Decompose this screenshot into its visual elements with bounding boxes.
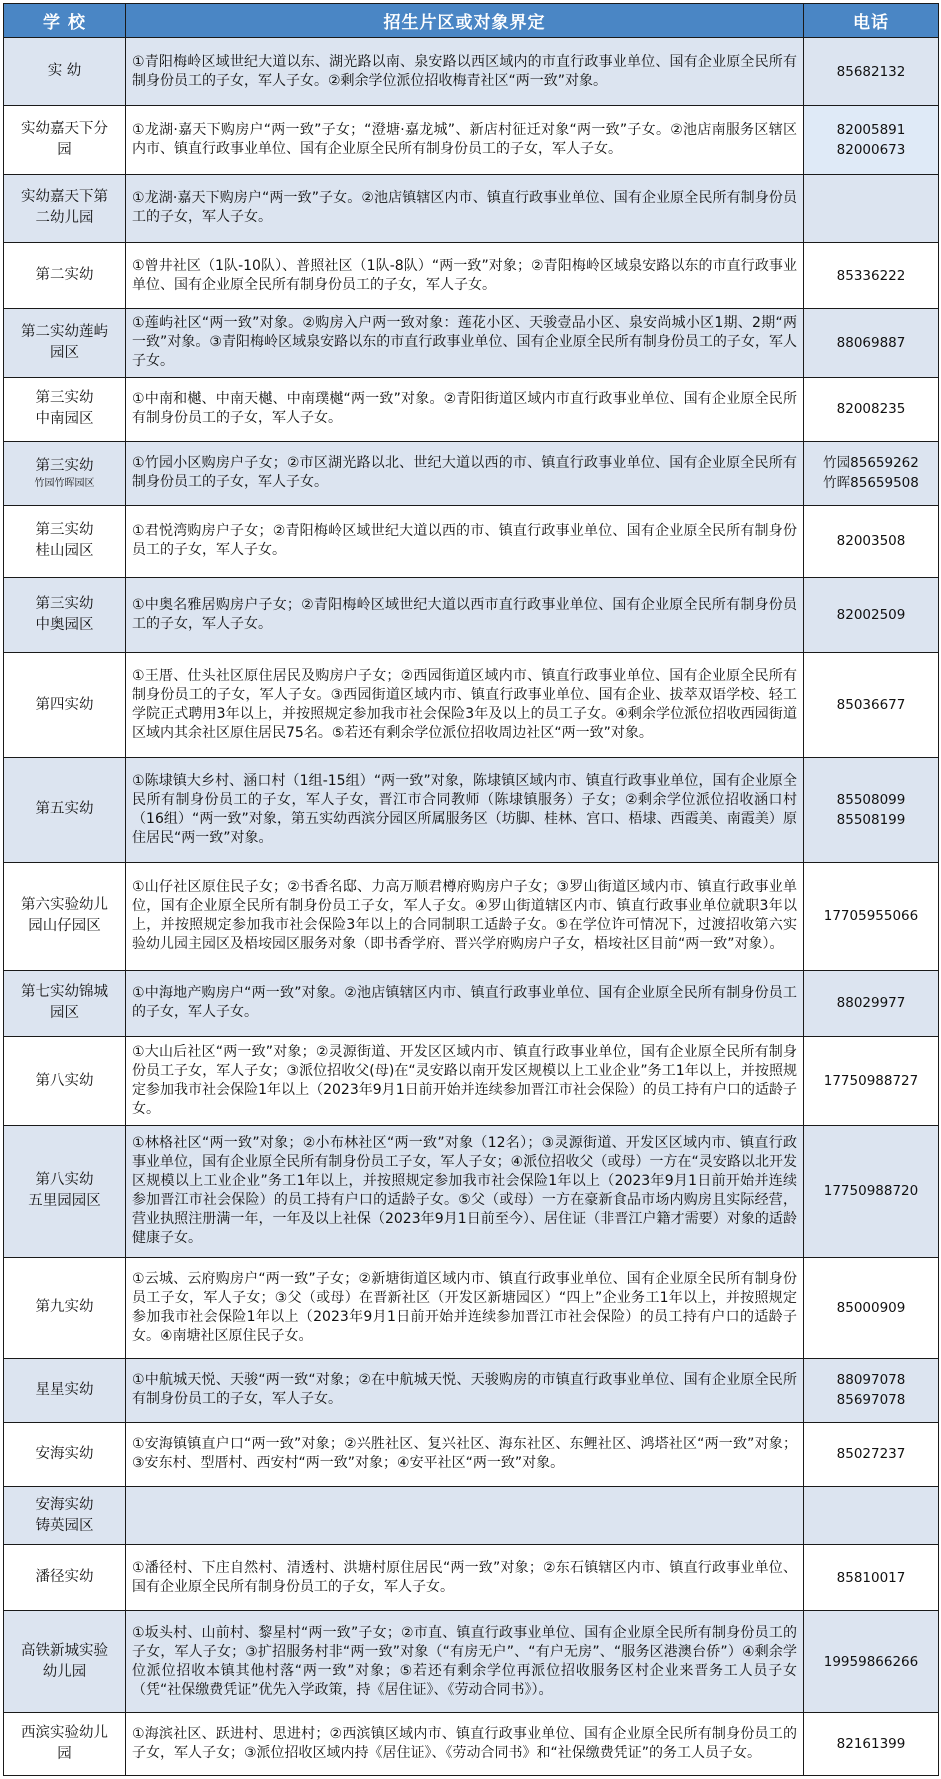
table-row — [4, 1611, 939, 1712]
phone-number: 88029977 — [836, 995, 906, 1012]
zone-cell: ①龙湖·嘉天下购房户“两一致”子女。②池店镇辖区内市、镇直行政事业单位、国有企业原全民所有制身份员工的子女，军人子女。 — [126, 174, 804, 242]
phone-cell — [804, 578, 939, 653]
school-name-line: 安海实幼 — [35, 1496, 94, 1513]
zone-cell: ①潘径村、下庄自然村、清透村、洪塘村原住居民“两一致”对象；②东石镇辖区内市、镇直行政事业单位、国有企业原全民所有制身份员工的子女，军人子女。 — [126, 1545, 804, 1611]
school-name-line: 园山仔园区 — [28, 918, 101, 935]
table-row — [4, 505, 939, 578]
school-cell — [4, 505, 126, 578]
school-name-line: 星星实幼 — [35, 1381, 94, 1398]
school-name-line: 第七实幼锦城 — [21, 984, 108, 1001]
phone-cell — [804, 1126, 939, 1257]
school-name-line: 二幼儿园 — [35, 210, 94, 227]
school-name-line: 幼儿园 — [42, 1663, 87, 1680]
phone-cell — [804, 243, 939, 309]
phone-number: 88097078 — [836, 1372, 906, 1389]
table-row — [4, 653, 939, 758]
school-name-line: 园区 — [50, 1005, 79, 1022]
phone-cell — [804, 505, 939, 578]
zone-cell: ①林格社区“两一致”对象；②小布林社区“两一致”对象（12名）；③灵源街道、开发区区域内市、镇直行政事业单位，国有企业原全民所有制身份员工子女，军人子女；④派位招收父（或母）一方在“灵安路以北开发区规模以上工业企业”务工1年以上，并按照规定参加我市社会保险1年以上（2023年9月1日前开始并连续参加晋江市社会保险）的员工持有户口的适龄子女。⑤父（或母）一方在豪新食品市场内购房且实际经营，营业执照注册满一年，一年及以上社保（2023年9月1日前至今）、居住证（非晋江户籍才需要）对象的适龄健康子女。 — [126, 1126, 804, 1257]
school-cell — [4, 970, 126, 1036]
table-row — [4, 578, 939, 653]
school-name-line: 第九实幼 — [35, 1299, 94, 1316]
phone-number: 竹园85659262 — [823, 455, 919, 472]
school-cell — [4, 377, 126, 441]
phone-number: 竹晖85659508 — [823, 475, 919, 492]
school-name-line: 中南园区 — [35, 411, 94, 428]
school-name-line: 第二实幼 — [35, 267, 94, 284]
phone-cell — [804, 1712, 939, 1775]
school-cell — [4, 309, 126, 377]
school-name-line: 园 — [57, 142, 72, 159]
table-row — [4, 1257, 939, 1358]
school-cell — [4, 758, 126, 863]
zone-cell: ①龙湖·嘉天下购房户“两一致”子女；“澄塘·嘉龙城”、新店村征迁对象“两一致”子女。②池店南服务区辖区内市、镇直行政事业单位、国有企业原全民所有制身份员工的子女，军人子女。 — [126, 106, 804, 174]
phone-number: 82005891 — [836, 122, 906, 139]
table-row — [4, 243, 939, 309]
school-name-line: 高铁新城实验 — [21, 1642, 108, 1659]
phone-cell — [804, 441, 939, 505]
school-name-line: 西滨实验幼儿 — [21, 1724, 108, 1741]
header-phone: 电话 — [804, 4, 939, 38]
zone-cell: ①莲屿社区“两一致”对象。②购房入户两一致对象：莲花小区、天骏壹品小区、泉安尚城小区1期、2期“两一致”对象。③青阳梅岭区域泉安路以东的市直行政事业单位、国有企业原全民所有制身份员工的子女，军人子女。 — [126, 309, 804, 377]
school-cell — [4, 1126, 126, 1257]
table-row — [4, 1545, 939, 1611]
school-cell — [4, 38, 126, 106]
phone-number: 17750988720 — [823, 1183, 919, 1200]
school-name-line: 实幼嘉天下分 — [21, 121, 108, 138]
phone-cell — [804, 1611, 939, 1712]
table-row — [4, 1422, 939, 1486]
phone-number: 19959866266 — [823, 1653, 919, 1670]
phone-cell — [804, 1422, 939, 1486]
zone-cell: ①君悦湾购房户子女；②青阳梅岭区域世纪大道以西的市、镇直行政事业单位、国有企业原全民所有制身份员工的子女，军人子女。 — [126, 505, 804, 578]
school-name-line: 第三实幼 — [35, 457, 94, 474]
phone-cell — [804, 970, 939, 1036]
phone-cell — [804, 653, 939, 758]
school-cell — [4, 106, 126, 174]
school-name-line: 中奥园区 — [35, 617, 94, 634]
header-zone: 招生片区或对象界定 — [126, 4, 804, 38]
school-cell — [4, 243, 126, 309]
school-name-line: 第三实幼 — [35, 390, 94, 407]
table-row — [4, 1126, 939, 1257]
phone-number: 85508099 — [836, 791, 906, 808]
school-cell — [4, 1422, 126, 1486]
school-name-line: 实幼嘉天下第 — [21, 189, 108, 206]
school-cell — [4, 653, 126, 758]
phone-number: 82000673 — [836, 142, 906, 159]
phone-number: 17750988727 — [823, 1073, 919, 1090]
phone-number: 82161399 — [836, 1735, 906, 1752]
school-name-line: 第六实验幼儿 — [21, 897, 108, 914]
school-name-line: 第四实幼 — [35, 696, 94, 713]
zone-cell: ①中南和樾、中南天樾、中南璞樾“两一致”对象。②青阳街道区域内市直行政事业单位、国有企业原全民所有制身份员工的子女，军人子女。 — [126, 377, 804, 441]
school-name-line: 第三实幼 — [35, 522, 94, 539]
school-cell — [4, 441, 126, 505]
school-name-line: 铸英园区 — [35, 1517, 94, 1534]
school-name-line: 第三实幼 — [35, 596, 94, 613]
phone-number: 85508199 — [836, 811, 906, 828]
phone-cell — [804, 377, 939, 441]
school-cell — [4, 1712, 126, 1775]
phone-cell — [804, 1486, 939, 1544]
school-name-line: 五里园园区 — [28, 1193, 101, 1210]
zone-cell: ①云城、云府购房户“两一致”子女；②新塘街道区域内市、镇直行政事业单位、国有企业原全民所有制身份员工子女，军人子女；③父（或母）在晋新社区（开发区新塘园区）“四上”企业务工1年以上，并按照规定参加我市社会保险1年以上（2023年9月1日前开始并连续参加晋江市社会保险）的员工持有户口的适龄子女。④南塘社区原住民子女。 — [126, 1257, 804, 1358]
school-name-line: 桂山园区 — [35, 543, 94, 560]
zone-cell: ①中奥名雅居购房户子女；②青阳梅岭区域世纪大道以西市直行政事业单位、国有企业原全民所有制身份员工的子女，军人子女。 — [126, 578, 804, 653]
table-row — [4, 1036, 939, 1125]
school-name-line: 第八实幼 — [35, 1072, 94, 1089]
phone-number: 17705955066 — [823, 908, 919, 925]
table-row — [4, 758, 939, 863]
zone-cell: ①海滨社区、跃进村、思进村；②西滨镇区域内市、镇直行政事业单位、国有企业原全民所有制身份员工的子女，军人子女；③派位招收区域内持《居住证》、《劳动合同书》和“社保缴费凭证”的务工人员子女。 — [126, 1712, 804, 1775]
zone-cell: ①曾井社区（1队-10队）、普照社区（1队-8队）“两一致”对象；②青阳梅岭区域泉安路以东的市直行政事业单位、国有企业原全民所有制身份员工的子女，军人子女。 — [126, 243, 804, 309]
phone-number: 85036677 — [836, 697, 906, 714]
phone-cell — [804, 1036, 939, 1125]
school-name-line: 第八实幼 — [35, 1172, 94, 1189]
phone-cell — [804, 174, 939, 242]
enrollment-table — [3, 3, 939, 1776]
zone-cell: ①竹园小区购房户子女；②市区湖光路以北、世纪大道以西的市、镇直行政事业单位、国有企业原全民所有制身份员工的子女，军人子女。 — [126, 441, 804, 505]
table-row — [4, 174, 939, 242]
phone-number: 85810017 — [836, 1569, 906, 1586]
phone-number: 82002509 — [836, 607, 906, 624]
table-row — [4, 441, 939, 505]
phone-number: 85697078 — [836, 1392, 906, 1409]
phone-cell — [804, 1545, 939, 1611]
table-row — [4, 377, 939, 441]
zone-cell: ①青阳梅岭区域世纪大道以东、湖光路以南、泉安路以西区域内的市直行政事业单位、国有企业原全民所有制身份员工的子女，军人子女。②剩余学位派位招收梅青社区“两一致”对象。 — [126, 38, 804, 106]
table-row — [4, 309, 939, 377]
phone-cell — [804, 1257, 939, 1358]
school-name-line: 安海实幼 — [35, 1445, 94, 1462]
phone-number: 82003508 — [836, 533, 906, 550]
zone-cell: ①坂头村、山前村、黎星村“两一致”子女；②市直、镇直行政事业单位、国有企业原全民所有制身份员工的子女，军人子女；③扩招服务村非“两一致”对象（“有房无户”、“有户无房”、“服务区港澳台侨”）④剩余学位派位招收本镇其他村落“两一致”对象；⑤若还有剩余学位再派位招收服务区村企业来晋务工人员子女（凭“社保缴费凭证”优先入学政策，持《居住证》、《劳动合同书》）。 — [126, 1611, 804, 1712]
phone-number: 85027237 — [836, 1446, 906, 1463]
zone-cell — [126, 1486, 804, 1544]
table-row — [4, 1712, 939, 1775]
phone-cell — [804, 38, 939, 106]
table-row — [4, 1358, 939, 1422]
phone-number: 88069887 — [836, 334, 906, 351]
school-cell — [4, 862, 126, 970]
table-row — [4, 862, 939, 970]
school-cell — [4, 1036, 126, 1125]
zone-cell: ①中航城天悦、天骏“两一致“对象；②在中航城天悦、天骏购房的市镇直行政事业单位、国有企业原全民所有制身份员工的子女，军人子女。 — [126, 1358, 804, 1422]
school-name-line: 第二实幼莲屿 — [21, 323, 108, 340]
school-cell — [4, 1486, 126, 1544]
school-cell — [4, 1358, 126, 1422]
zone-cell: ①陈埭镇大乡村、涵口村（1组-15组）“两一致”对象，陈埭镇区域内市、镇直行政事业单位，国有企业原全民所有制身份员工的子女，军人子女，晋江市合同教师（陈埭镇服务）子女；②剩余学位派位招收涵口村（16组）“两一致”对象，第五实幼西滨分园区所属服务区（坊脚、桂林、宫口、梧埭、西霞美、南霞美）原住居民“两一致”对象。 — [126, 758, 804, 863]
school-cell — [4, 1611, 126, 1712]
zone-cell: ①安海镇镇直户口“两一致”对象；②兴胜社区、复兴社区、海东社区、东鲤社区、鸿塔社区“两一致”对象；③安东村、型厝村、西安村“两一致”对象；④安平社区“两一致”对象。 — [126, 1422, 804, 1486]
phone-cell — [804, 758, 939, 863]
table-row — [4, 970, 939, 1036]
phone-number: 82008235 — [836, 401, 906, 418]
phone-cell — [804, 309, 939, 377]
phone-number: 85682132 — [836, 63, 906, 80]
school-cell — [4, 174, 126, 242]
school-name-line: 实 幼 — [47, 63, 82, 80]
zone-cell: ①大山后社区“两一致”对象；②灵源街道、开发区区域内市、镇直行政事业单位，国有企业原全民所有制身份员工子女，军人子女；③派位招收父(母)在“灵安路以南开发区规模以上工业企业”务工1年以上，并按照规定参加我市社会保险1年以上（2023年9月1日前开始并连续参加晋江市社会保险）的员工持有户口的适龄子女。 — [126, 1036, 804, 1125]
school-cell — [4, 578, 126, 653]
zone-cell: ①中海地产购房户“两一致”对象。②池店镇辖区内市、镇直行政事业单位、国有企业原全民所有制身份员工的子女，军人子女。 — [126, 970, 804, 1036]
school-cell — [4, 1257, 126, 1358]
phone-number: 85000909 — [836, 1299, 906, 1316]
header-school: 学 校 — [4, 4, 126, 38]
table-header-row — [4, 4, 939, 38]
school-name-line: 潘径实幼 — [35, 1569, 94, 1586]
zone-cell: ①王厝、仕头社区原住居民及购房户子女；②西园街道区域内市、镇直行政事业单位、国有企业原全民所有制身份员工的子女，军人子女。③西园街道区域内市、镇直行政事业单位、国有企业、拔萃双语学校、轻工学院正式聘用3年以上，并按照规定参加我市社会保险3年及以上的员工子女。④剩余学位派位招收西园街道区域内其余社区原住居民75名。⑤若还有剩余学位派位招收周边社区“两一致”对象。 — [126, 653, 804, 758]
phone-cell — [804, 1358, 939, 1422]
table-row — [4, 38, 939, 106]
school-cell — [4, 1545, 126, 1611]
zone-cell: ①山仔社区原住民子女；②书香名邸、力高万顺君樽府购房户子女；③罗山街道区域内市、镇直行政事业单位，国有企业原全民所有制身份员工子女，军人子女。④罗山街道辖区内市、镇直行政事业单位就职3年以上，并按照规定参加我市社会保险3年以上的合同制职工适龄子女。⑤在学位许可情况下，过渡招收第六实验幼儿园主园区及梧垵园区服务对象（即书香学府、晋兴学府购房户子女，梧垵社区目前“两一致”对象）。 — [126, 862, 804, 970]
school-name-line: 第五实幼 — [35, 801, 94, 818]
phone-cell — [804, 106, 939, 174]
school-name-line: 园区 — [50, 344, 79, 361]
phone-cell — [804, 862, 939, 970]
school-name-line: 园 — [57, 1745, 72, 1762]
table-row — [4, 1486, 939, 1544]
phone-number: 85336222 — [836, 267, 906, 284]
school-sub-name: 竹园竹晖园区 — [34, 477, 95, 489]
table-row — [4, 106, 939, 174]
